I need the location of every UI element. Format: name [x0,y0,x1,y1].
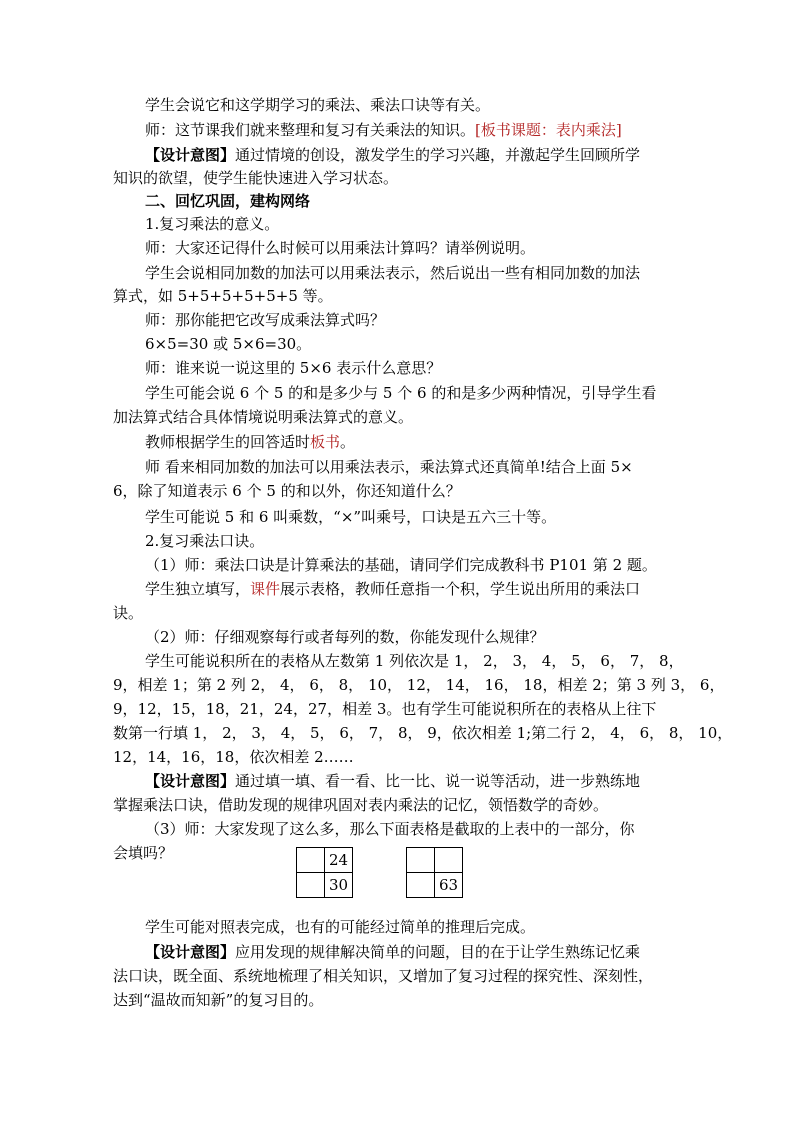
text: 师：谁来说一说这里的 5×6 表示什么意思？ [145,359,442,377]
paragraph-step-3 [145,817,705,841]
text: 达到“温故而知新”的复习目的。 [113,991,324,1009]
paragraph-teacher-summary-cont [113,479,673,503]
text: 9，12，15，18，21，24，27，相差 3。也有学生可能说积所在的表格从上往下 [113,700,657,718]
text: 教师根据学生的回答适时 [145,433,311,451]
text: 应用发现的规律解决简单的问题，目的在于让学生熟练记忆乘 [235,943,641,961]
text: 展示表格，教师任意指一个积，学生说出所用的乘法口 [280,580,641,598]
paragraph-review-meaning [145,212,705,236]
paragraph-students-answer [145,93,705,117]
grid-cell [297,848,325,873]
text: 学生可能说积所在的表格从左数第 1 列依次是 1， 2， 3， 4， 5， 6， 7， 8， [145,652,684,670]
paragraph-teacher-rewrite [145,308,705,332]
text: （3）师：大家发现了这么多，那么下面表格是截取的上表中的一部分，你 [145,820,635,838]
text: 学生独立填写， [145,580,251,598]
text: 1.复习乘法的意义。 [145,215,280,233]
paragraph-design-intent-3-cont-2 [113,988,673,1012]
board-link-text: 板书 [310,433,341,451]
paragraph-step-1 [145,553,705,577]
paragraph-pattern-cont-1 [113,673,725,697]
paragraph-students-addition [145,261,705,285]
paragraph-pattern-cont-3 [113,721,733,745]
text: 学生会说它和这学期学习的乘法、乘法口诀等有关。 [145,96,491,114]
grid-cell: 24 [325,848,353,873]
text: 法口诀，既全面、系统地梳理了相关知识，又增加了复习过程的探究性、深刻性， [113,967,654,985]
design-intent-label: 【设计意图】 [145,772,236,790]
paragraph-teacher-meaning [145,356,705,380]
text: 师：这节课我们就来整理和复习有关乘法的知识。 [145,121,476,139]
paragraph-teacher-summary [145,455,705,479]
text: 6，除了知道表示 6 个 5 的和以外，你还知道什么？ [113,482,461,500]
paragraph-students-fill [145,577,705,601]
text: 会填吗？ [113,844,174,862]
paragraph-pattern [145,649,705,673]
text: 9，相差 1；第 2 列 2， 4， 6， 8， 10， 12， 14， 16， 18，相差 2；第 3 列 3， 6， [113,676,725,694]
grid-cell: 30 [325,873,353,898]
paragraph-teacher-board [145,430,705,454]
text: 6×5=30 或 5×6=30。 [145,335,312,353]
text: 12，14，16，18，依次相差 2…… [113,748,354,766]
design-intent-label: 【设计意图】 [145,146,236,164]
text: 通过填一填、看一看、比一比、说一说等活动，进一步熟练地 [235,772,641,790]
text: 知识的欲望，使学生能快速进入学习状态。 [113,169,399,187]
paragraph-equation [145,332,705,356]
grid-cell [435,848,463,873]
text: （1）师：乘法口诀是计算乘法的基础，请同学们完成教科书 P101 第 2 题。 [145,556,657,574]
grid-cell [407,848,435,873]
paragraph-step-2 [145,625,705,649]
paragraph-design-intent-1 [145,143,705,167]
grid-cell: 63 [435,873,463,898]
text: 学生可能会说 6 个 5 的和是多少与 5 个 6 的和是多少两种情况，引导学生看 [145,384,657,402]
text: （2）师：仔细观察每行或者每列的数，你能发现什么规律？ [145,628,545,646]
design-intent-label: 【设计意图】 [145,943,236,961]
text: 师 看来相同加数的加法可以用乘法表示，乘法算式还真简单!结合上面 5× [145,458,633,476]
text: 二、回忆巩固，建构网络 [145,192,311,210]
text: 加法算式结合具体情境说明乘法算式的意义。 [113,408,414,426]
paragraph-step-3-cont [113,841,673,865]
paragraph-design-intent-2-cont [113,793,673,817]
text: 掌握乘法口诀，借助发现的规律巩固对表内乘法的记忆，领悟数学的奇妙。 [113,796,609,814]
text: 算式，如 5+5+5+5+5+5 等。 [113,287,333,305]
paragraph-design-intent-3-cont-1 [113,964,673,988]
partial-table-2 [406,847,463,898]
text: 学生会说相同加数的加法可以用乘法表示，然后说出一些有相同加数的加法 [145,264,641,282]
paragraph-review-table [145,529,705,553]
text: 师：那你能把它改写成乘法算式吗？ [145,311,386,329]
partial-table-1 [296,847,353,898]
paragraph-design-intent-2 [145,769,705,793]
paragraph-teacher-topic [145,118,705,142]
courseware-link-text: 课件 [250,580,281,598]
paragraph-design-intent-1-cont [113,166,673,190]
text: 师：大家还记得什么时候可以用乘法计算吗？请举例说明。 [145,239,536,257]
text: 数第一行填 1， 2， 3， 4， 5， 6， 7， 8， 9，依次相差 1;第二行 2， 4， 6， 8， 10， [113,724,733,742]
board-title-note: [板书课题：表内乘法] [475,121,622,139]
paragraph-pattern-cont-4 [113,745,673,769]
paragraph-design-intent-3 [145,940,705,964]
paragraph-students-addition-cont [113,284,673,308]
paragraph-two-cases-cont [113,405,673,429]
paragraph-teacher-question [145,236,705,260]
section-heading [145,189,705,213]
text: 2.复习乘法口诀。 [145,532,265,550]
paragraph-factors [145,505,705,529]
paragraph-students-complete [145,915,705,939]
text: 。 [340,433,356,451]
text: 通过情境的创设，激发学生的学习兴趣，并激起学生回顾所学 [235,146,641,164]
paragraph-pattern-cont-2 [113,697,673,721]
paragraph-two-cases [145,381,705,405]
grid-cell [407,873,435,898]
grid-cell [297,873,325,898]
text: 学生可能对照表完成，也有的可能经过简单的推理后完成。 [145,918,536,936]
paragraph-students-fill-cont [113,601,673,625]
text: 学生可能说 5 和 6 叫乘数，“×”叫乘号，口诀是五六三十等。 [145,508,557,526]
text: 诀。 [113,604,144,622]
